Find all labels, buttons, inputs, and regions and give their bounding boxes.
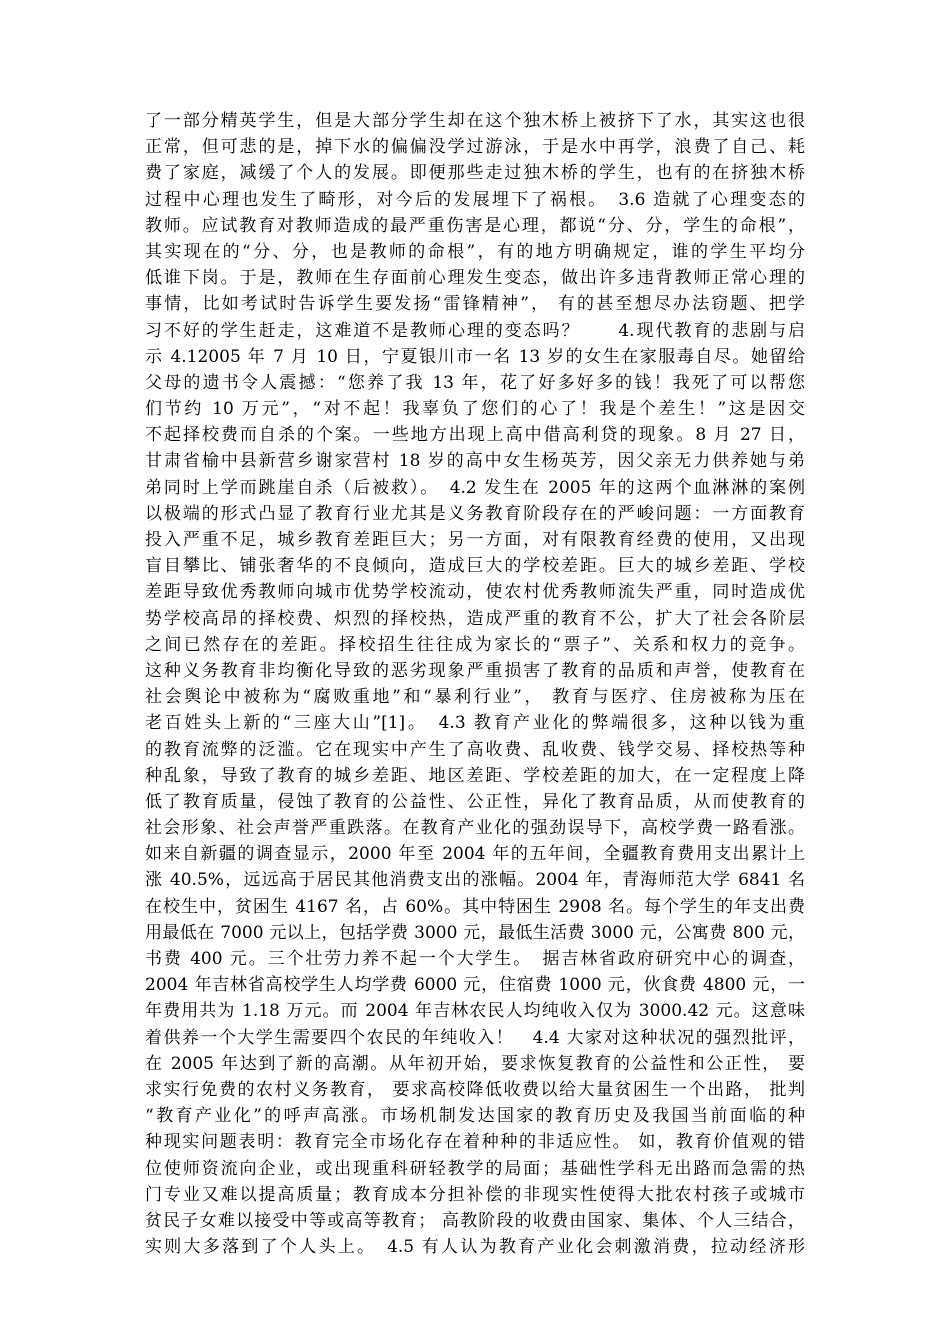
text-line-44: 实则大多落到了个人头上。 4.5 有人认为教育产业化会刺激消费，拉动经济形 bbox=[145, 1237, 805, 1258]
text-line-33: 书费 400 元。三个壮劳力养不起一个大学生。 据吉林省政府研究中心的调查， bbox=[145, 949, 805, 969]
text-line-19: 差距导致优秀教师向城市优势学校流动，使农村优秀教师流失严重，同时造成优 bbox=[145, 582, 805, 603]
text-line-22: 这种义务教育非均衡化导致的恶劣现象严重损害了教育的品质和声誉，使教育在 bbox=[145, 660, 805, 681]
text-line-4: 过程中心理也发生了畸形，对今后的发展埋下了祸根。 3.6 造就了心理变态的 bbox=[145, 189, 805, 210]
text-line-41: 位使师资流向企业，或出现重科研轻教学的局面；基础性学科无出路而急需的热 bbox=[145, 1158, 805, 1179]
text-line-1: 了一部分精英学生，但是大部分学生却在这个独木桥上被挤下了水，其实这也很 bbox=[145, 111, 805, 131]
text-line-12: 们节约 10 万元”，“对不起！我辜负了您们的心了！我是个差生！”这是因交 bbox=[145, 399, 805, 420]
text-line-5: 教师。应试教育对教师造成的最严重伤害是心理，都说“分、分，学生的命根”， bbox=[145, 215, 805, 236]
text-line-35: 年费用共为 1.18 万元。而 2004 年吉林农民人均纯收入仅为 3000.42 元。这意味 bbox=[145, 1001, 805, 1022]
text-line-28: 社会形象、社会声誉严重跌落。在教育产业化的强劲误导下，高校学费一路看涨。 bbox=[145, 818, 805, 839]
text-line-6: 其实现在的“分、分，也是教师的命根”，有的地方明确规定，谁的学生平均分 bbox=[145, 241, 805, 262]
text-line-11: 父母的遗书令人震撼：“您养了我 13 年，花了好多好多的钱！我死了可以帮您 bbox=[145, 372, 805, 393]
text-line-38: 求实行免费的农村义务教育， 要求高校降低收费以给大量贫困生一个出路， 批判 bbox=[145, 1079, 805, 1100]
text-line-25: 的教育流弊的泛滥。它在现实中产生了高收费、乱收费、钱学交易、择校热等种 bbox=[145, 739, 805, 760]
text-line-36: 着供养一个大学生需要四个农民的年纯收入！ 4.4 大家对这种状况的强烈批评， bbox=[145, 1027, 805, 1048]
text-line-21: 之间已然存在的差距。择校招生往往成为家长的“票子”、关系和权力的竞争。 bbox=[145, 634, 805, 655]
text-line-13: 不起择校费而自杀的个案。一些地方出现上高中借高利贷的现象。8 月 27 日， bbox=[145, 425, 805, 446]
text-line-24: 老百姓头上新的“三座大山”[1]。 4.3 教育产业化的弊端很多，这种以钱为重 bbox=[145, 713, 805, 734]
text-line-29: 如来自新疆的调查显示，2000 年至 2004 年的五年间，全疆教育费用支出累计上 bbox=[145, 844, 805, 865]
text-line-20: 势学校高昂的择校费、炽烈的择校热，造成严重的教育不公，扩大了社会各阶层 bbox=[145, 608, 805, 629]
text-line-27: 低了教育质量，侵蚀了教育的公益性、公正性，异化了教育品质，从而使教育的 bbox=[145, 791, 805, 812]
text-line-30: 涨 40.5%，远远高于居民其他消费支出的涨幅。2004 年，青海师范大学 6841 名 bbox=[145, 870, 805, 891]
text-line-16: 以极端的形式凸显了教育行业尤其是义务教育阶段存在的严峻问题：一方面教育 bbox=[145, 503, 805, 524]
text-line-18: 盲目攀比、铺张奢华的不良倾向，造成巨大的学校差距。巨大的城乡差距、学校 bbox=[145, 556, 805, 577]
text-line-2: 正常，但可悲的是，掉下水的偏偏没学过游泳，于是水中再学，浪费了自己、耗 bbox=[145, 137, 805, 158]
text-line-43: 贫民子女难以接受中等或高等教育； 高教阶段的收费由国家、集体、个人三结合， bbox=[145, 1210, 805, 1231]
text-line-14: 甘肃省榆中县新营乡谢家营村 18 岁的高中女生杨英芳，因父亲无力供养她与弟 bbox=[145, 451, 805, 472]
document-body bbox=[145, 108, 805, 1260]
text-line-15: 弟同时上学而跳崖自杀（后被救）。 4.2 发生在 2005 年的这两个血淋淋的案例 bbox=[145, 477, 805, 498]
text-line-40: 种现实问题表明：教育完全市场化存在着种种的非适应性。 如，教育价值观的错 bbox=[145, 1132, 805, 1153]
text-line-17: 投入严重不足，城乡教育差距巨大；另一方面，对有限教育经费的使用，又出现 bbox=[145, 530, 805, 550]
text-line-32: 用最低在 7000 元以上，包括学费 3000 元，最低生活费 3000 元，公寓费 800 元， bbox=[145, 922, 805, 943]
text-line-8: 事情，比如考试时告诉学生要发扬“雷锋精神”， 有的甚至想尽办法窃题、把学 bbox=[145, 294, 805, 315]
text-line-42: 门专业又难以提高质量；教育成本分担补偿的非现实性使得大批农村孩子或城市 bbox=[145, 1184, 805, 1205]
text-line-31: 在校生中，贫困生 4167 名，占 60%。其中特困生 2908 名。每个学生的年支出费 bbox=[145, 896, 805, 917]
text-line-7: 低谁下岗。于是，教师在生存面前心理发生变态，做出许多违背教师正常心理的 bbox=[145, 268, 805, 289]
text-line-3: 费了家庭，减缓了个人的发展。即便那些走过独木桥的学生，也有的在挤独木桥 bbox=[145, 163, 805, 184]
text-line-23: 社会舆论中被称为“腐败重地”和“暴利行业”， 教育与医疗、住房被称为压在 bbox=[145, 687, 805, 708]
text-line-37: 在 2005 年达到了新的高潮。从年初开始，要求恢复教育的公益性和公正性， 要 bbox=[145, 1053, 805, 1074]
text-line-9: 习不好的学生赶走，这难道不是教师心理的变态吗？ 4.现代教育的悲剧与启 bbox=[145, 320, 805, 341]
text-line-39: “教育产业化”的呼声高涨。市场机制发达国家的教育历史及我国当前面临的种 bbox=[145, 1106, 805, 1127]
text-line-10: 示 4.12005 年 7 月 10 日，宁夏银川市一名 13 岁的女生在家服毒自尽。她留给 bbox=[145, 346, 805, 367]
text-line-34: 2004 年吉林省高校学生人均学费 6000 元，住宿费 1000 元，伙食费 4800 元，一 bbox=[145, 975, 805, 996]
text-line-26: 种乱象，导致了教育的城乡差距、地区差距、学校差距的加大，在一定程度上降 bbox=[145, 765, 805, 786]
